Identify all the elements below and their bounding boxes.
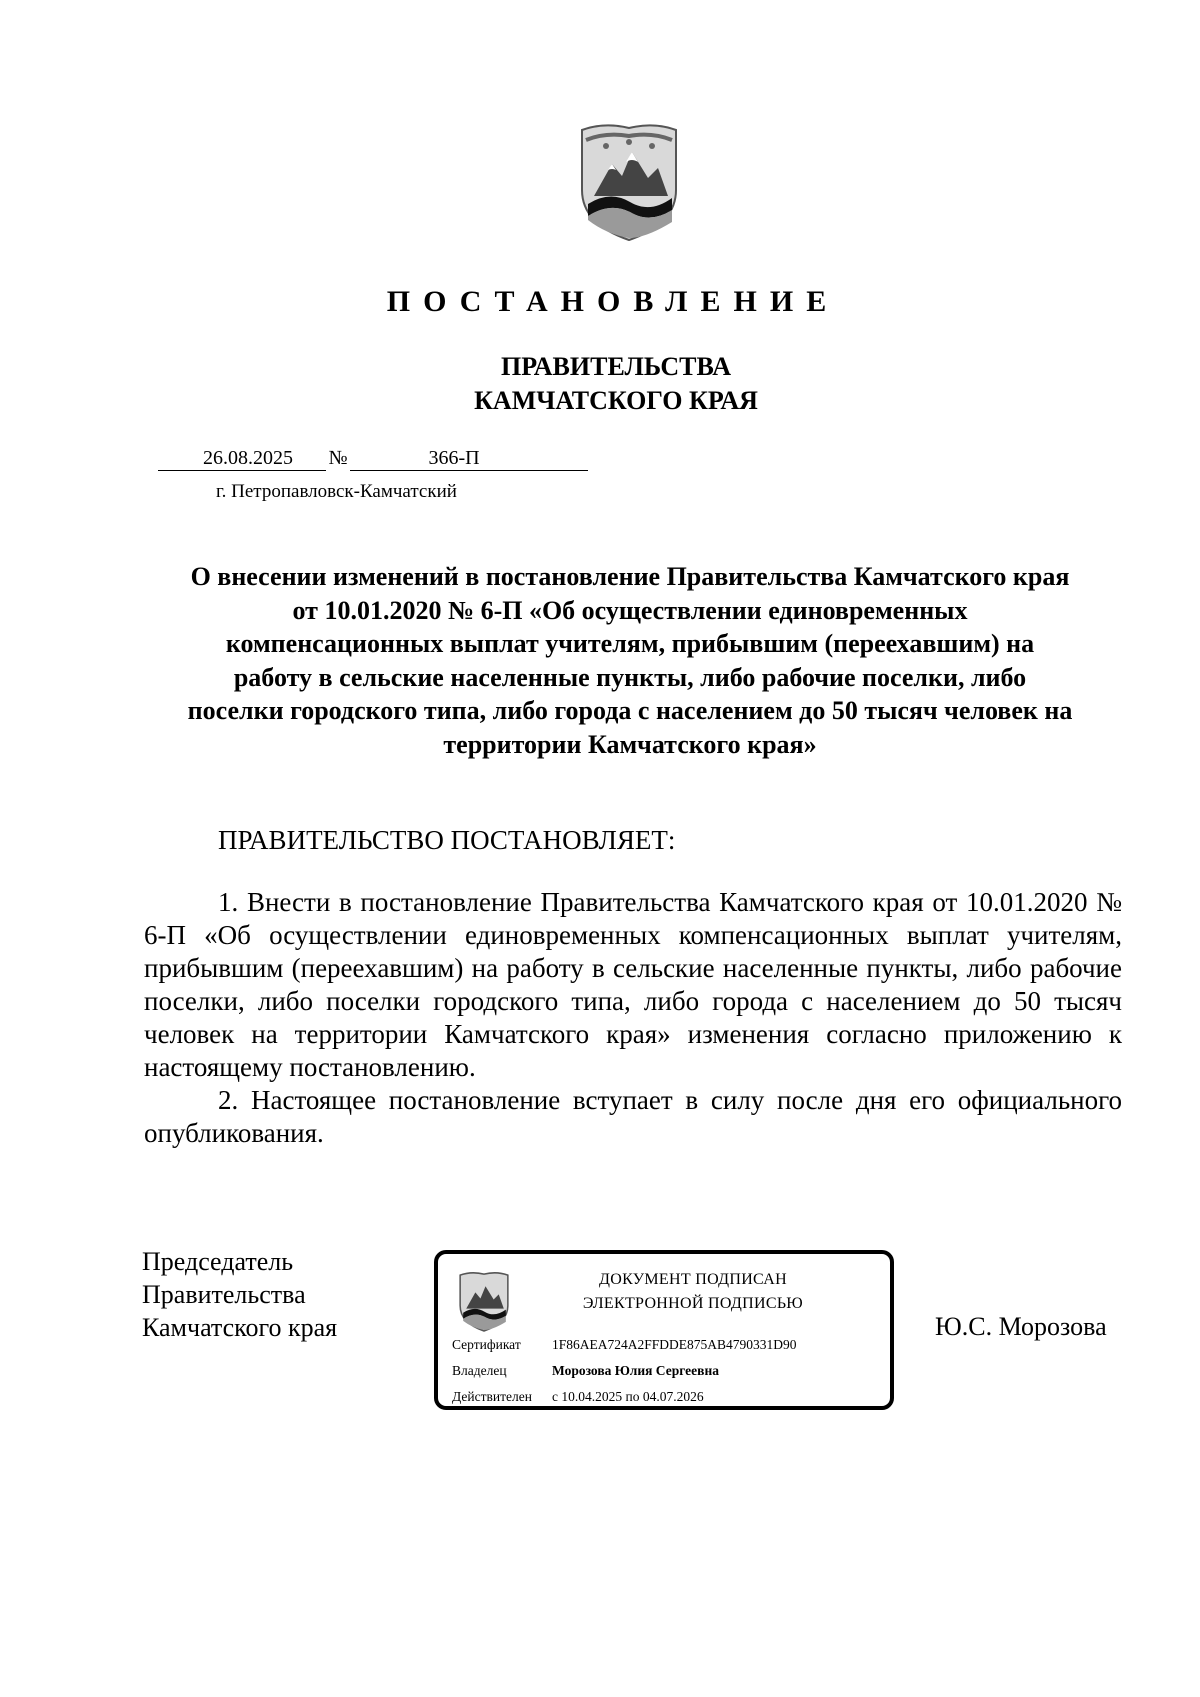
issuer-title [0,350,1200,418]
subject-line: от 10.01.2020 № 6-П «Об осуществлении единовременных [292,595,968,625]
subject-line: О внесении изменений в постановление Правительства Камчатского края [190,562,1070,591]
stamp-title-line: ДОКУМЕНТ ПОДПИСАН [599,1271,787,1288]
document-number: 366-П [350,446,588,471]
document-body [144,886,1122,1150]
electronic-signature-stamp [434,1250,894,1410]
owner-label: Владелец [452,1363,507,1378]
position-line: Председатель [142,1247,294,1276]
city-name: г. Петропавловск-Камчатский [216,481,457,502]
issuer-line: ПРАВИТЕЛЬСТВА [501,352,731,381]
kamchatka-coat-of-arms-icon [576,112,682,242]
position-line: Правительства [142,1280,306,1309]
validity-label: Действителен [452,1389,532,1404]
document-subject [140,560,1120,761]
stamp-title-line: ЭЛЕКТРОННОЙ ПОДПИСЬЮ [582,1295,804,1312]
subject-line: поселки городского типа, либо города с населением до 50 тысяч человек на [187,696,1073,725]
signatory-name: Ю.С. Морозова [935,1312,1107,1341]
date-number-line [158,446,588,472]
owner-value: Морозова Юлия Сергеевна [552,1363,719,1378]
kamchatka-coat-of-arms-icon [456,1266,512,1332]
issuer-line: КАМЧАТСКОГО КРАЯ [474,386,758,415]
subject-line: компенсационных выплат учителям, прибывшим (переехавшим) на [225,629,1035,658]
stamp-owner-row [452,1362,719,1380]
body-paragraph: 1. Внести в постановление Правительства Камчатского края от 10.01.2020 № 6-П «Об осуществлении единовременных компенсационных выплат учителям, прибывшим (переехавшим) на работу в сельские населенные пункты, либо рабочие поселки, либо поселки городского типа, либо города с населением до 50 тысяч человек на территории Камчатского края» изменения согласно приложению к настоящему постановлению. [144,887,1122,1082]
subject-line: работу в сельские населенные пункты, либо рабочие поселки, либо [233,662,1027,692]
position-line: Камчатского края [142,1313,338,1342]
stamp-title [528,1268,858,1316]
document-date: 26.08.2025 [158,446,326,471]
stamp-validity-row [452,1388,704,1406]
stamp-certificate-row [452,1336,797,1354]
certificate-label: Сертификат [452,1337,521,1352]
document-type-title: ПОСТАНОВЛЕНИЕ [386,285,840,318]
number-sign: № [328,447,348,469]
subject-line: территории Камчатского края» [443,729,817,759]
decree-heading: ПРАВИТЕЛЬСТВО ПОСТАНОВЛЯЕТ: [218,825,676,855]
validity-value: с 10.04.2025 по 04.07.2026 [552,1389,704,1404]
certificate-value: 1F86AEA724A2FFDDE875AB4790331D90 [552,1337,797,1352]
body-paragraph: 2. Настоящее постановление вступает в силу после дня его официального опубликования. [144,1085,1122,1148]
signatory-position [142,1245,337,1344]
